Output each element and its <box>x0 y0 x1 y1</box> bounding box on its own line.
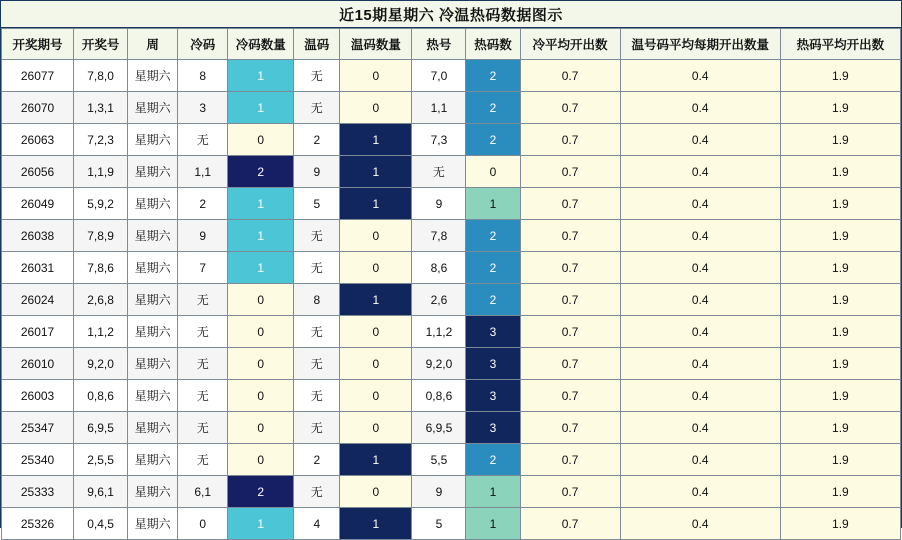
cell-warm-count: 1 <box>340 124 412 156</box>
cell-hot: 7,3 <box>412 124 466 156</box>
cell-avg-cold: 0.7 <box>520 444 620 476</box>
col-hot-count: 热码数 <box>466 29 520 60</box>
cell-warm: 5 <box>294 188 340 220</box>
cell-cold: 3 <box>178 92 228 124</box>
cell-hot: 9 <box>412 476 466 508</box>
cell-warm: 无 <box>294 476 340 508</box>
cell-warm-count: 1 <box>340 444 412 476</box>
cell-week: 星期六 <box>128 284 178 316</box>
cell-cold-count: 2 <box>228 476 294 508</box>
table-row <box>2 60 901 92</box>
cell-hot: 9,2,0 <box>412 348 466 380</box>
cell-avg-warm: 0.4 <box>620 284 780 316</box>
cell-period: 25347 <box>2 412 74 444</box>
cell-number: 7,8,6 <box>74 252 128 284</box>
col-avg-cold: 冷平均开出数 <box>520 29 620 60</box>
cell-number: 5,9,2 <box>74 188 128 220</box>
cell-avg-warm: 0.4 <box>620 124 780 156</box>
cell-avg-hot: 1.9 <box>780 412 900 444</box>
cell-warm: 无 <box>294 60 340 92</box>
cell-period: 26038 <box>2 220 74 252</box>
cell-warm: 无 <box>294 348 340 380</box>
cell-week: 星期六 <box>128 316 178 348</box>
table-row <box>2 92 901 124</box>
col-number: 开奖号 <box>74 29 128 60</box>
cell-avg-warm: 0.4 <box>620 316 780 348</box>
cell-period: 25333 <box>2 476 74 508</box>
cell-warm-count: 0 <box>340 476 412 508</box>
cell-cold: 6,1 <box>178 476 228 508</box>
cell-cold: 8 <box>178 60 228 92</box>
cell-number: 9,6,1 <box>74 476 128 508</box>
cell-hot-count: 2 <box>466 60 520 92</box>
cell-week: 星期六 <box>128 60 178 92</box>
cell-week: 星期六 <box>128 380 178 412</box>
cell-avg-cold: 0.7 <box>520 60 620 92</box>
table-body <box>2 60 901 540</box>
cell-number: 1,1,2 <box>74 316 128 348</box>
cell-number: 1,1,9 <box>74 156 128 188</box>
cell-avg-hot: 1.9 <box>780 60 900 92</box>
col-period: 开奖期号 <box>2 29 74 60</box>
cell-cold: 无 <box>178 380 228 412</box>
col-week: 周 <box>128 29 178 60</box>
table-row <box>2 284 901 316</box>
cell-warm: 无 <box>294 92 340 124</box>
cell-cold-count: 0 <box>228 124 294 156</box>
cell-cold: 无 <box>178 316 228 348</box>
cell-avg-warm: 0.4 <box>620 60 780 92</box>
cell-hot: 6,9,5 <box>412 412 466 444</box>
cell-avg-hot: 1.9 <box>780 476 900 508</box>
cell-cold: 无 <box>178 444 228 476</box>
cell-period: 26024 <box>2 284 74 316</box>
table-row <box>2 508 901 540</box>
cell-number: 1,3,1 <box>74 92 128 124</box>
cell-week: 星期六 <box>128 508 178 540</box>
cell-period: 26017 <box>2 316 74 348</box>
cell-week: 星期六 <box>128 220 178 252</box>
cell-period: 26063 <box>2 124 74 156</box>
cell-hot: 7,8 <box>412 220 466 252</box>
page-title: 近15期星期六 冷温热码数据图示 <box>1 1 901 28</box>
cell-cold-count: 0 <box>228 316 294 348</box>
cell-hot: 2,6 <box>412 284 466 316</box>
table-row <box>2 380 901 412</box>
table-row <box>2 316 901 348</box>
cell-hot-count: 3 <box>466 412 520 444</box>
cell-cold-count: 1 <box>228 92 294 124</box>
cell-avg-hot: 1.9 <box>780 316 900 348</box>
cell-avg-hot: 1.9 <box>780 124 900 156</box>
cell-cold: 无 <box>178 348 228 380</box>
cell-avg-cold: 0.7 <box>520 348 620 380</box>
cell-cold-count: 1 <box>228 60 294 92</box>
cell-warm-count: 1 <box>340 156 412 188</box>
col-cold-count: 冷码数量 <box>228 29 294 60</box>
cell-avg-cold: 0.7 <box>520 284 620 316</box>
cell-week: 星期六 <box>128 476 178 508</box>
cell-week: 星期六 <box>128 188 178 220</box>
cell-hot-count: 2 <box>466 252 520 284</box>
cell-warm: 无 <box>294 380 340 412</box>
table-row <box>2 252 901 284</box>
cell-avg-hot: 1.9 <box>780 252 900 284</box>
cell-hot-count: 3 <box>466 316 520 348</box>
cell-hot-count: 1 <box>466 188 520 220</box>
cell-hot: 9 <box>412 188 466 220</box>
cell-hot-count: 1 <box>466 476 520 508</box>
cell-cold: 无 <box>178 284 228 316</box>
cell-avg-warm: 0.4 <box>620 92 780 124</box>
cell-avg-warm: 0.4 <box>620 444 780 476</box>
cell-number: 2,6,8 <box>74 284 128 316</box>
cell-number: 2,5,5 <box>74 444 128 476</box>
cell-avg-cold: 0.7 <box>520 252 620 284</box>
cell-cold-count: 0 <box>228 412 294 444</box>
cell-number: 0,8,6 <box>74 380 128 412</box>
cell-cold: 0 <box>178 508 228 540</box>
cell-cold-count: 1 <box>228 220 294 252</box>
cell-hot: 7,0 <box>412 60 466 92</box>
cold-warm-hot-table <box>1 28 901 540</box>
cell-avg-hot: 1.9 <box>780 284 900 316</box>
cell-hot-count: 3 <box>466 348 520 380</box>
col-cold: 冷码 <box>178 29 228 60</box>
cell-warm: 无 <box>294 316 340 348</box>
cell-hot-count: 0 <box>466 156 520 188</box>
cell-cold-count: 0 <box>228 284 294 316</box>
cell-avg-cold: 0.7 <box>520 156 620 188</box>
table-row <box>2 412 901 444</box>
cell-hot: 1,1 <box>412 92 466 124</box>
cell-avg-hot: 1.9 <box>780 220 900 252</box>
cell-warm-count: 0 <box>340 252 412 284</box>
cell-week: 星期六 <box>128 156 178 188</box>
cell-cold: 1,1 <box>178 156 228 188</box>
table-row <box>2 156 901 188</box>
col-hot: 热号 <box>412 29 466 60</box>
cell-period: 26031 <box>2 252 74 284</box>
cell-avg-warm: 0.4 <box>620 252 780 284</box>
cell-week: 星期六 <box>128 348 178 380</box>
cell-cold: 无 <box>178 124 228 156</box>
cell-warm-count: 1 <box>340 508 412 540</box>
cell-period: 26070 <box>2 92 74 124</box>
cell-avg-cold: 0.7 <box>520 188 620 220</box>
cell-avg-warm: 0.4 <box>620 508 780 540</box>
table-header-row <box>2 29 901 60</box>
table-row <box>2 348 901 380</box>
cell-warm: 9 <box>294 156 340 188</box>
cell-hot: 1,1,2 <box>412 316 466 348</box>
col-warm-count: 温码数量 <box>340 29 412 60</box>
cell-week: 星期六 <box>128 412 178 444</box>
cell-cold-count: 2 <box>228 156 294 188</box>
cell-hot: 5 <box>412 508 466 540</box>
col-avg-hot: 热码平均开出数 <box>780 29 900 60</box>
cell-warm-count: 0 <box>340 92 412 124</box>
cell-avg-cold: 0.7 <box>520 220 620 252</box>
table-row <box>2 444 901 476</box>
cell-avg-warm: 0.4 <box>620 380 780 412</box>
cell-number: 7,8,0 <box>74 60 128 92</box>
cell-cold-count: 1 <box>228 188 294 220</box>
cell-avg-cold: 0.7 <box>520 92 620 124</box>
cell-cold-count: 0 <box>228 348 294 380</box>
cell-hot: 无 <box>412 156 466 188</box>
cell-avg-hot: 1.9 <box>780 444 900 476</box>
cell-hot-count: 2 <box>466 92 520 124</box>
cell-cold: 7 <box>178 252 228 284</box>
cell-avg-cold: 0.7 <box>520 124 620 156</box>
cell-avg-hot: 1.9 <box>780 380 900 412</box>
cell-warm: 4 <box>294 508 340 540</box>
cell-period: 25340 <box>2 444 74 476</box>
cell-period: 26003 <box>2 380 74 412</box>
cell-warm-count: 1 <box>340 188 412 220</box>
cell-warm-count: 0 <box>340 220 412 252</box>
cell-warm: 2 <box>294 124 340 156</box>
table-row <box>2 188 901 220</box>
cell-cold-count: 0 <box>228 444 294 476</box>
cell-period: 25326 <box>2 508 74 540</box>
cell-number: 7,2,3 <box>74 124 128 156</box>
cell-cold: 2 <box>178 188 228 220</box>
cell-avg-cold: 0.7 <box>520 316 620 348</box>
cell-cold-count: 1 <box>228 252 294 284</box>
cell-hot-count: 1 <box>466 508 520 540</box>
cell-avg-cold: 0.7 <box>520 476 620 508</box>
cell-warm-count: 0 <box>340 412 412 444</box>
cell-avg-warm: 0.4 <box>620 220 780 252</box>
cell-period: 26056 <box>2 156 74 188</box>
cell-week: 星期六 <box>128 124 178 156</box>
cell-period: 26049 <box>2 188 74 220</box>
cell-avg-warm: 0.4 <box>620 476 780 508</box>
cell-avg-warm: 0.4 <box>620 412 780 444</box>
cell-warm-count: 0 <box>340 348 412 380</box>
cell-hot-count: 2 <box>466 220 520 252</box>
cell-week: 星期六 <box>128 252 178 284</box>
table-row <box>2 124 901 156</box>
cell-hot: 5,5 <box>412 444 466 476</box>
table-row <box>2 220 901 252</box>
col-avg-warm: 温号码平均每期开出数量 <box>620 29 780 60</box>
cell-hot-count: 3 <box>466 380 520 412</box>
cell-warm-count: 1 <box>340 284 412 316</box>
cell-warm: 无 <box>294 252 340 284</box>
cell-avg-warm: 0.4 <box>620 156 780 188</box>
cell-warm-count: 0 <box>340 60 412 92</box>
cell-warm: 2 <box>294 444 340 476</box>
cell-cold-count: 1 <box>228 508 294 540</box>
cell-period: 26010 <box>2 348 74 380</box>
cell-avg-cold: 0.7 <box>520 412 620 444</box>
cell-number: 0,4,5 <box>74 508 128 540</box>
cell-week: 星期六 <box>128 444 178 476</box>
cell-hot: 8,6 <box>412 252 466 284</box>
cell-warm-count: 0 <box>340 380 412 412</box>
cell-avg-hot: 1.9 <box>780 508 900 540</box>
cell-period: 26077 <box>2 60 74 92</box>
cell-cold: 无 <box>178 412 228 444</box>
cell-cold-count: 0 <box>228 380 294 412</box>
cell-hot-count: 2 <box>466 124 520 156</box>
cell-avg-cold: 0.7 <box>520 508 620 540</box>
cell-avg-warm: 0.4 <box>620 188 780 220</box>
cell-warm: 无 <box>294 412 340 444</box>
cell-week: 星期六 <box>128 92 178 124</box>
cell-warm: 无 <box>294 220 340 252</box>
cell-avg-warm: 0.4 <box>620 348 780 380</box>
cell-hot-count: 2 <box>466 284 520 316</box>
cell-avg-hot: 1.9 <box>780 92 900 124</box>
cell-avg-cold: 0.7 <box>520 380 620 412</box>
cell-hot: 0,8,6 <box>412 380 466 412</box>
cell-warm: 8 <box>294 284 340 316</box>
table-row <box>2 476 901 508</box>
cell-avg-hot: 1.9 <box>780 156 900 188</box>
cell-cold: 9 <box>178 220 228 252</box>
cell-warm-count: 0 <box>340 316 412 348</box>
cell-number: 6,9,5 <box>74 412 128 444</box>
cell-number: 9,2,0 <box>74 348 128 380</box>
cell-hot-count: 2 <box>466 444 520 476</box>
col-warm: 温码 <box>294 29 340 60</box>
cell-avg-hot: 1.9 <box>780 348 900 380</box>
cell-avg-hot: 1.9 <box>780 188 900 220</box>
cell-number: 7,8,9 <box>74 220 128 252</box>
